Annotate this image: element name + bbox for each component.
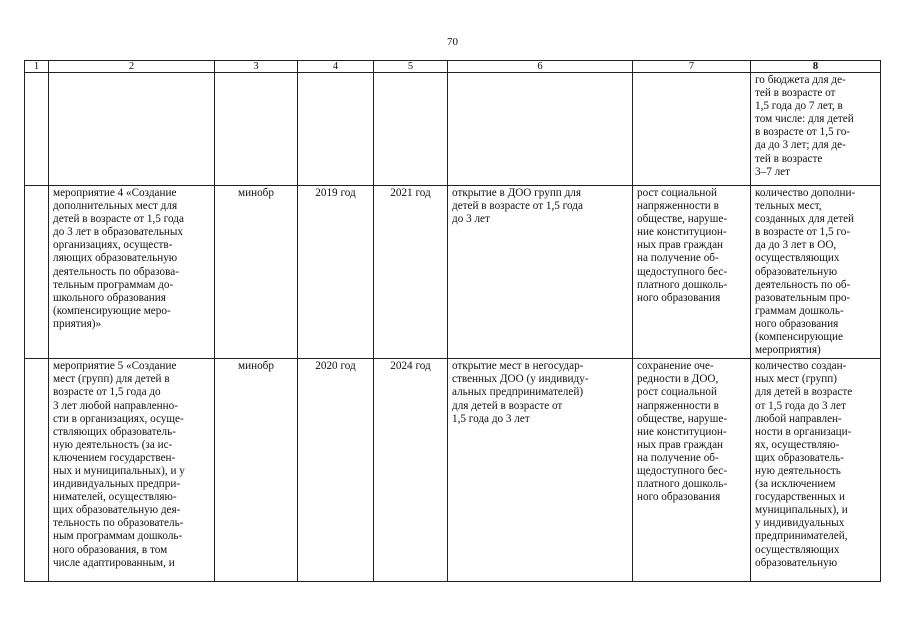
start-year-cell (298, 359, 374, 582)
executor-cell (215, 186, 298, 359)
cell-text: 2024 год (390, 360, 431, 373)
row-number-cell (25, 186, 49, 359)
table-row (25, 73, 881, 186)
cell-text-line: ных прав граждан (637, 239, 724, 252)
cell-text-line: щих образовательную дея- (53, 504, 181, 517)
cell-text-line: ях, осуществляю- (755, 438, 840, 451)
start-year-cell (298, 73, 374, 186)
cell-text-line: ние конституцион- (637, 425, 727, 438)
cell-text-line: да до 3 лет; для де- (755, 139, 846, 152)
measure-name-cell (49, 73, 215, 186)
cell-text-line: государственных и (755, 491, 846, 504)
cell-text-line: ствляющих образователь- (53, 425, 176, 438)
cell-text-line: ную деятельность (755, 464, 841, 477)
cell-text-line: открытие в ДОО групп для (452, 187, 582, 199)
measures-table (24, 60, 881, 582)
cell-text-line: ляющих образовательную (53, 252, 178, 265)
cell-text-line: ственных ДОО (у индивиду- (452, 373, 589, 386)
header-cell: 7 (633, 61, 751, 73)
cell-text-line: платного дошколь- (637, 478, 728, 491)
cell-text-line: платного дошколь- (637, 278, 728, 291)
row-number-cell (25, 359, 49, 582)
cell-text-line: ным программам дошколь- (53, 530, 183, 543)
cell-text-line: (компенсирующие меро- (53, 304, 171, 317)
cell-text: минобр (238, 360, 274, 373)
header-cell: 8 (751, 61, 881, 73)
cell-text-line: обществе, наруше- (637, 412, 728, 425)
cell-text-line: ности в организаци- (755, 425, 852, 438)
cell-text-line: сохранение оче- (637, 360, 714, 373)
cell-text-line: ных прав граждан (637, 438, 724, 451)
cell-text-line: напряженности в (637, 399, 719, 412)
expected-result-cell (448, 186, 633, 359)
table-row (25, 359, 881, 582)
cell-text-line: числе адаптированным, и (53, 556, 175, 569)
cell-text-line: разовательным про- (755, 291, 851, 304)
end-year-cell (374, 73, 448, 186)
end-year-cell (374, 359, 448, 582)
cell-text-line: редности в ДОО, (637, 373, 719, 386)
cell-text-line: детей в возрасте от 1,5 года (452, 200, 583, 213)
executor-cell (215, 73, 298, 186)
cell-text-line: мероприятие 5 «Создание (53, 360, 177, 373)
cell-text-line: количество создан- (755, 360, 847, 373)
cell-text: 2021 год (390, 187, 431, 199)
cell-text-line: 1,5 года до 7 лет, в (755, 100, 843, 113)
expected-result-cell (448, 73, 633, 186)
cell-text-line: альных предпринимателей) (452, 386, 584, 399)
cell-text-line: сти в организациях, осуще- (53, 412, 184, 425)
cell-text-line: 3 лет любой направленно- (53, 399, 178, 412)
cell-text-line: муниципальных), и (755, 504, 848, 517)
consequences-cell (633, 359, 751, 582)
cell-text-line: нимателей, осуществляю- (53, 491, 177, 504)
measure-name-cell (49, 359, 215, 582)
executor-cell (215, 359, 298, 582)
cell-text-line: количество дополни- (755, 187, 856, 199)
cell-text-line: деятельность по образова- (53, 265, 179, 278)
cell-text-line: дополнительных мест для (53, 200, 178, 213)
cell-text-line: тельным программам до- (53, 278, 174, 291)
cell-text-line: любой направлен- (755, 412, 842, 425)
header-cell: 4 (298, 61, 374, 73)
measure-name-cell (49, 186, 215, 359)
cell-text-line: от 1,5 года до 3 лет (755, 399, 846, 412)
cell-text-line: ние конституцион- (637, 226, 727, 239)
cell-text-line: да до 3 лет в ОО, (755, 239, 837, 252)
cell-text-line: деятельность по об- (755, 278, 851, 291)
header-cell: 5 (374, 61, 448, 73)
cell-text-line: созданных для детей (755, 213, 855, 226)
cell-text-line: образовательную (755, 556, 838, 569)
cell-text-line: организациях, осуществ- (53, 239, 173, 252)
consequences-cell (633, 73, 751, 186)
cell-text-line: 1,5 года до 3 лет (452, 412, 530, 425)
cell-text-line: образовательную (755, 265, 838, 278)
cell-text-line: щих образователь- (755, 451, 844, 464)
cell-text-line: для детей в возрасте (755, 386, 853, 399)
cell-text-line: предпринимателей, (755, 530, 848, 543)
cell-text-line: ного образования (755, 317, 839, 330)
cell-text-line: ключением государствен- (53, 451, 176, 464)
cell-text: минобр (238, 187, 274, 199)
cell-text-line: тельность по образователь- (53, 517, 184, 530)
cell-text-line: у индивидуальных (755, 517, 845, 530)
cell-text-line: 3–7 лет (755, 165, 791, 178)
expected-result-cell (448, 359, 633, 582)
cell-text-line: приятия)» (53, 317, 102, 330)
cell-text-line: мест (групп) для детей в (53, 373, 170, 386)
cell-text-line: на получение об- (637, 252, 719, 265)
cell-text-line: открытие мест в негосудар- (452, 360, 584, 373)
cell-text-line: рост социальной (637, 386, 717, 399)
page-number: 70 (447, 36, 458, 48)
cell-text-line: мероприятия) (755, 344, 821, 357)
cell-text-line: (за исключением (755, 478, 836, 491)
cell-text-line: ного образования, в том (53, 543, 168, 556)
cell-text-line: тей в возрасте (755, 152, 823, 165)
cell-text-line: том числе: для детей (755, 113, 854, 126)
cell-text-line: щедоступного бес- (637, 265, 728, 278)
indicator-cell (751, 186, 881, 359)
cell-text-line: ных и муниципальных), и у (53, 464, 185, 477)
header-cell: 1 (25, 61, 49, 73)
header-cell: 2 (49, 61, 215, 73)
cell-text-line: ных мест (групп) (755, 373, 837, 386)
cell-text-line: мероприятие 4 «Создание (53, 187, 177, 199)
header-cell: 3 (215, 61, 298, 73)
consequences-cell (633, 186, 751, 359)
cell-text-line: осуществляющих (755, 252, 840, 265)
cell-text-line: напряженности в (637, 200, 719, 213)
cell-text: 2019 год (315, 187, 356, 199)
cell-text-line: на получение об- (637, 451, 719, 464)
indicator-cell (751, 73, 881, 186)
indicator-cell (751, 359, 881, 582)
cell-text-line: тей в возрасте от (755, 87, 836, 100)
cell-text-line: в возрасте от 1,5 го- (755, 226, 851, 239)
cell-text-line: осуществляющих (755, 543, 840, 556)
end-year-cell (374, 186, 448, 359)
row-number-cell (25, 73, 49, 186)
cell-text-line: индивидуальных предпри- (53, 478, 181, 491)
cell-text-line: тельных мест, (755, 200, 822, 213)
cell-text-line: до 3 лет (452, 213, 490, 226)
cell-text-line: рост социальной (637, 187, 717, 199)
cell-text-line: до 3 лет в образовательных (53, 226, 184, 239)
cell-text-line: ного образования (637, 291, 721, 304)
cell-text-line: возрасте от 1,5 года до (53, 386, 161, 399)
cell-text-line: (компенсирующие (755, 331, 843, 344)
cell-text-line: для детей в возрасте от (452, 399, 563, 412)
cell-text-line: граммам дошколь- (755, 304, 844, 317)
cell-text-line: обществе, наруше- (637, 213, 728, 226)
cell-text-line: школьного образования (53, 291, 166, 304)
cell-text-line: ную деятельность (за ис- (53, 438, 173, 451)
start-year-cell (298, 186, 374, 359)
table-row (25, 186, 881, 359)
cell-text-line: ного образования (637, 491, 721, 504)
cell-text-line: го бюджета для де- (755, 74, 846, 86)
cell-text-line: в возрасте от 1,5 го- (755, 126, 851, 139)
header-row (25, 61, 881, 73)
cell-text-line: щедоступного бес- (637, 464, 728, 477)
header-cell: 6 (448, 61, 633, 73)
cell-text: 2020 год (315, 360, 356, 373)
cell-text-line: детей в возрасте от 1,5 года (53, 213, 184, 226)
